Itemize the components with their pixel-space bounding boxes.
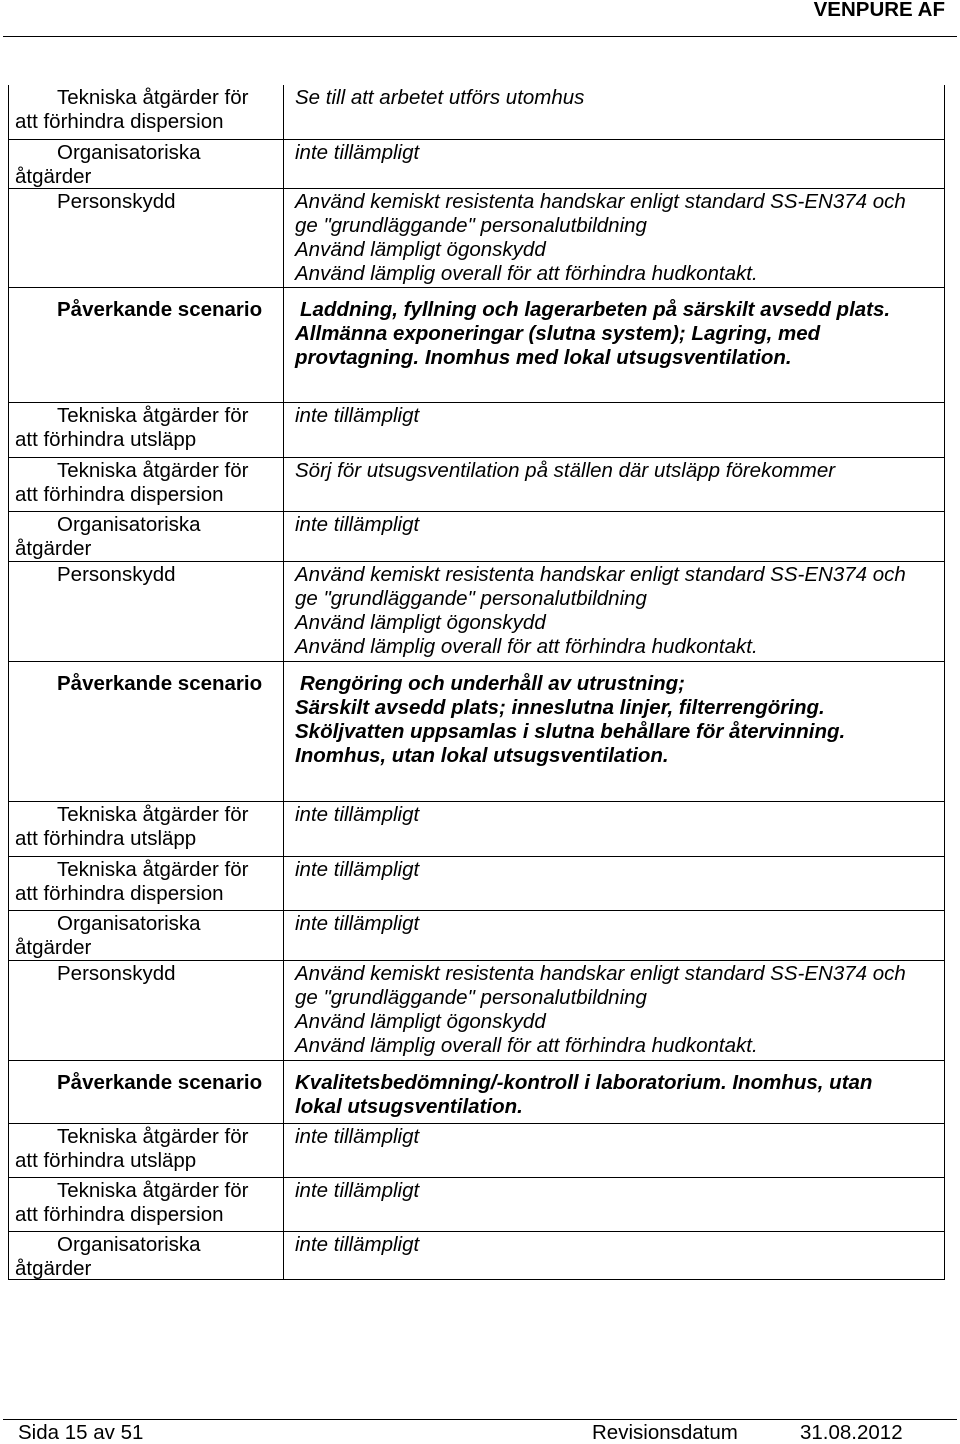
scenario-row [9,288,944,403]
table-row [9,961,944,1061]
row-label-cell [9,1178,284,1231]
document-product-name: VENPURE AF [813,0,945,21]
value-line: Använd kemiskt resistenta handskar enligt standard SS-EN374 och [295,563,906,586]
row-value-cell [284,1124,944,1177]
row-value-cell [284,857,944,910]
label-line: åtgärder [15,1257,92,1280]
label-line: att förhindra dispersion [15,1203,224,1226]
row-label-cell [9,662,284,801]
value-line: inte tillämpligt [295,1233,420,1256]
label-line: Organisatoriska [57,141,201,164]
row-label-cell [9,288,284,402]
row-label-cell [9,1124,284,1177]
value-line: Använd lämpligt ögonskydd [295,611,546,634]
scenario-row [9,1061,944,1124]
table-row [9,911,944,961]
label-line: att förhindra utsläpp [15,428,197,451]
table-row [9,85,944,140]
table-row [9,562,944,662]
label-line: att förhindra dispersion [15,483,224,506]
value-line: inte tillämpligt [295,513,420,536]
row-label-cell [9,189,284,287]
label-line: Organisatoriska [57,1233,201,1256]
header-divider [3,36,957,37]
footer-divider [3,1419,957,1420]
table-row [9,140,944,189]
row-value-cell [284,1178,944,1231]
value-line: Använd kemiskt resistenta handskar enligt standard SS-EN374 och [295,962,906,985]
label-line: åtgärder [15,165,92,188]
row-value-cell [284,802,944,856]
label-line: Påverkande scenario [57,1071,263,1094]
label-line: Tekniska åtgärder för [57,404,249,427]
exposure-measures-table [8,85,945,1280]
row-value-cell [284,140,944,188]
row-value-cell [284,458,944,511]
row-label-cell [9,85,284,139]
row-value-cell [284,562,944,661]
row-value-cell [284,1061,944,1123]
value-line: Rengöring och underhåll av utrustning; [300,672,685,695]
label-line: Tekniska åtgärder för [57,1179,249,1202]
value-line: Använd lämplig overall för att förhindra hudkontakt. [295,1034,758,1057]
row-label-cell [9,512,284,561]
value-line: inte tillämpligt [295,141,420,164]
label-line: åtgärder [15,537,92,560]
row-value-cell [284,85,944,139]
value-line: Särskilt avsedd plats; inneslutna linjer, filterrengöring. [295,696,825,719]
table-row [9,1232,944,1280]
row-value-cell [284,662,944,801]
row-label-cell [9,857,284,910]
label-line: Organisatoriska [57,513,201,536]
row-label-cell [9,458,284,511]
table-row [9,1178,944,1232]
row-label-cell [9,140,284,188]
label-line: Organisatoriska [57,912,201,935]
table-row [9,802,944,857]
row-label-cell [9,1061,284,1123]
value-line: inte tillämpligt [295,803,420,826]
table-row [9,458,944,512]
label-line: att förhindra dispersion [15,110,224,133]
label-line: att förhindra utsläpp [15,1149,197,1172]
value-line: Använd lämpligt ögonskydd [295,238,546,261]
value-line: ge "grundläggande" personalutbildning [295,214,647,237]
value-line: lokal utsugsventilation. [295,1095,523,1118]
label-line: Personskydd [57,190,176,213]
row-value-cell [284,1232,944,1279]
row-label-cell [9,562,284,661]
value-line: ge "grundläggande" personalutbildning [295,986,647,1009]
label-line: Påverkande scenario [57,672,263,695]
value-line: inte tillämpligt [295,1179,420,1202]
value-line: Kvalitetsbedömning/-kontroll i laboratorium. Inomhus, utan [295,1071,873,1094]
value-line: inte tillämpligt [295,1125,420,1148]
row-label-cell [9,802,284,856]
label-line: Tekniska åtgärder för [57,803,249,826]
table-row [9,189,944,288]
label-line: Tekniska åtgärder för [57,1125,249,1148]
value-line: Använd lämplig overall för att förhindra hudkontakt. [295,635,758,658]
label-line: Påverkande scenario [57,298,263,321]
label-line: åtgärder [15,936,92,959]
value-line: Laddning, fyllning och lagerarbeten på särskilt avsedd plats. [300,298,891,321]
row-value-cell [284,189,944,287]
label-line: att förhindra dispersion [15,882,224,905]
row-value-cell [284,403,944,457]
footer-revision-label: Revisionsdatum [592,1421,738,1444]
row-label-cell [9,911,284,960]
footer-page-number: Sida 15 av 51 [18,1421,144,1444]
table-row [9,857,944,911]
value-line: Allmänna exponeringar (slutna system); Lagring, med [295,322,821,345]
row-label-cell [9,403,284,457]
value-line: Använd lämpligt ögonskydd [295,1010,546,1033]
value-line: inte tillämpligt [295,912,420,935]
value-line: Använd lämplig overall för att förhindra hudkontakt. [295,262,758,285]
value-line: Inomhus, utan lokal utsugsventilation. [295,744,669,767]
table-row [9,403,944,458]
label-line: Personskydd [57,962,176,985]
row-value-cell [284,961,944,1060]
row-label-cell [9,961,284,1060]
label-line: Personskydd [57,563,176,586]
label-line: att förhindra utsläpp [15,827,197,850]
scenario-row [9,662,944,802]
value-line: inte tillämpligt [295,404,420,427]
row-value-cell [284,911,944,960]
row-value-cell [284,288,944,402]
value-line: ge "grundläggande" personalutbildning [295,587,647,610]
row-label-cell [9,1232,284,1279]
row-value-cell [284,512,944,561]
table-row [9,1124,944,1178]
value-line: provtagning. Inomhus med lokal utsugsventilation. [295,346,792,369]
value-line: Sköljvatten uppsamlas i slutna behållare för återvinning. [295,720,846,743]
value-line: Använd kemiskt resistenta handskar enligt standard SS-EN374 och [295,190,906,213]
value-line: Sörj för utsugsventilation på ställen där utsläpp förekommer [295,459,836,482]
label-line: Tekniska åtgärder för [57,459,249,482]
table-row [9,512,944,562]
value-line: Se till att arbetet utförs utomhus [295,86,585,109]
label-line: Tekniska åtgärder för [57,858,249,881]
value-line: inte tillämpligt [295,858,420,881]
footer-revision-date: 31.08.2012 [800,1421,903,1444]
label-line: Tekniska åtgärder för [57,86,249,109]
